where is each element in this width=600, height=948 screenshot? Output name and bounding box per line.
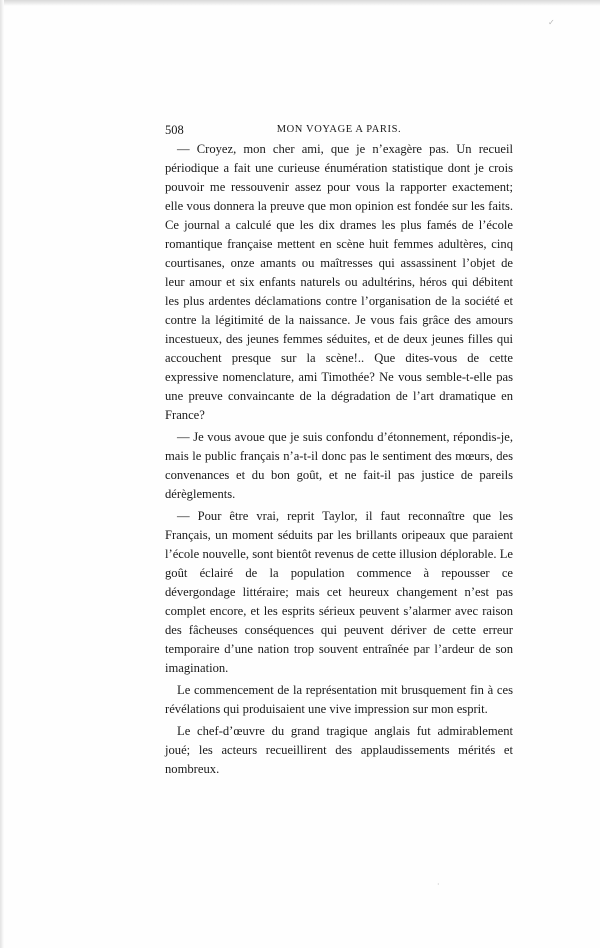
- page-top-edge: [0, 0, 600, 6]
- paragraph: Le chef-d’œuvre du grand tragique anglais fut admirablement joué; les acteurs recueillirent des applaudissements mérités et nombreux.: [165, 724, 513, 776]
- paper-speck: ·: [437, 880, 440, 889]
- paragraph: Le commencement de la représentation mit brusquement fin à ces révélations qui produisaient une vive impression sur mon esprit.: [165, 683, 513, 716]
- page-header: [165, 122, 513, 138]
- paragraph: — Pour être vrai, reprit Taylor, il faut reconnaître que les Français, un moment séduits par les brillants oripeaux que paraient l’école nouvelle, sont bientôt revenus de cette illusion déplorable. Le goût éclairé de la population commence à repousser ce dévergondage littéraire; mais cet heureux changement n’est pas complet encore, et les esprits sérieux peuvent s’alarmer avec raison des fâcheuses conséquences qui peuvent dériver de cette erreur temporaire d’une nation trop souvent entraînée par l’ardeur de son imagination.: [165, 509, 513, 675]
- running-head: MON VOYAGE A PARIS.: [276, 124, 402, 135]
- paragraph: — Croyez, mon cher ami, que je n’exagère pas. Un recueil périodique a fait une curieuse énumération statistique dont je crois pouvoir me ressouvenir assez pour vous la rapporter exactement; elle vous donnera la preuve que mon opinion est fondée sur les faits. Ce journal a calculé que les dix drames les plus famés de l’école romantique française mettent en scène huit femmes adultères, cinq courtisanes, onze amants ou maîtresses qui assassinent l’objet de leur amour et six enfants naturels ou adultérins, héros qui débitent les plus ardentes déclamations contre l’organisation de la société et contre la légitimité de la naissance. Je vous fais grâce des amours incestueux, des jeunes femmes séduites, et de deux jeunes filles qui accouchent presque sur la scène!.. Que dites-vous de cette expressive nomenclature, ami Timothée? Ne vous semble-t-elle pas une preuve convaincante de la dégradation de l’art dramatique en France?: [165, 142, 513, 422]
- body-text: [165, 140, 513, 782]
- page-left-edge: [0, 0, 4, 948]
- paragraph: — Je vous avoue que je suis confondu d’étonnement, répondis-je, mais le public français n’a-t-il donc pas le sentiment des mœurs, des convenances et du bon goût, et ne fait-il pas justice de pareils dérèglements.: [165, 430, 513, 501]
- page-number: 508: [165, 123, 184, 137]
- paper-speck: ✓: [548, 18, 555, 27]
